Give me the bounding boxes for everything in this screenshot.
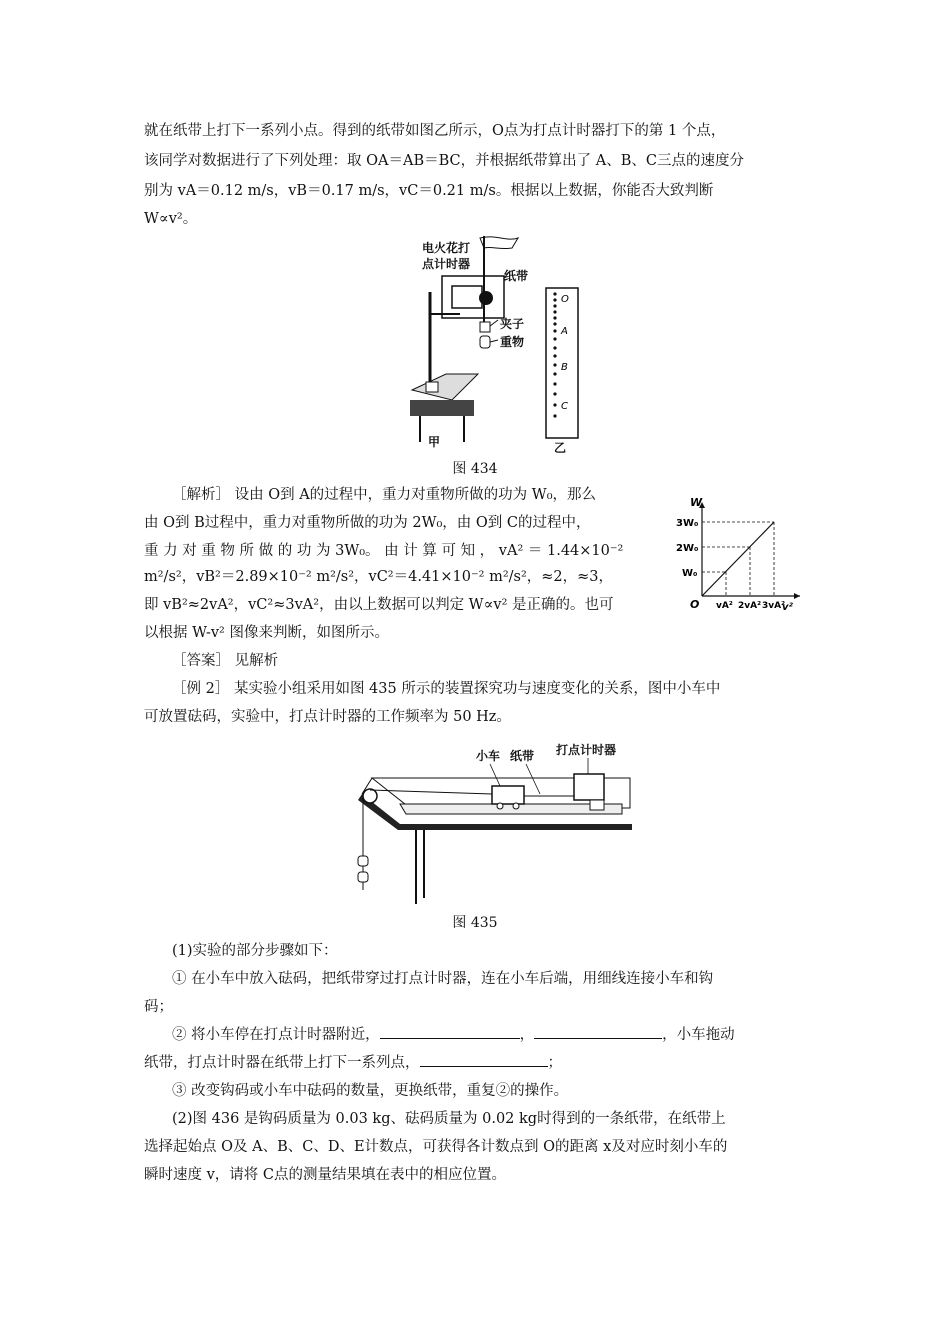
- analysis-line-5: 即 vB²≈2vA²，vC²≈3vA²，由以上数据可以判定 W∝v² 是正确的。也可: [144, 597, 614, 613]
- example2-line-1: ［例 2］ 某实验小组采用如图 435 所示的装置探究功与速度变化的关系，图中小车中: [172, 681, 721, 697]
- label-weight: 重物: [500, 335, 525, 349]
- graph-xtick-2: 2vA²: [738, 601, 762, 611]
- q1-step2-a-pre: ② 将小车停在打点计时器附近，: [172, 1027, 380, 1043]
- answer-blank-1[interactable]: [380, 1024, 520, 1039]
- label-jia: 甲: [428, 435, 441, 449]
- intro-line-1: 就在纸带上打下一系列小点。得到的纸带如图乙所示，O点为打点计时器打下的第 1 个点，: [144, 123, 726, 139]
- cart: [492, 786, 524, 804]
- q1-head: (1)实验的部分步骤如下：: [172, 943, 338, 959]
- answer-line: ［答案］ 见解析: [172, 653, 279, 669]
- q2-line-2: 选择起始点 O及 A、B、C、D、E计数点，可获得各计数点到 O的距离 x及对应时刻小车的: [144, 1139, 728, 1155]
- label-timer-1: 电火花打: [422, 241, 471, 255]
- q1-step1-b: 码；: [144, 999, 173, 1015]
- analysis-line-1: ［解析］ 设由 O到 A的过程中，重力对重物所做的功为 W₀，那么: [172, 487, 597, 503]
- label-yi: 乙: [554, 441, 567, 455]
- intro-line-2: 该同学对数据进行了下列处理：取 OA＝AB＝BC，并根据纸带算出了 A、B、C三点的速度分: [144, 153, 744, 169]
- graph-x-label: v²: [782, 602, 793, 613]
- figure-435-caption: 图 435: [452, 915, 498, 931]
- figure-434: [400, 232, 600, 458]
- label-timer-2: 点计时器: [422, 257, 471, 271]
- analysis-line-6: 以根据 W-v² 图像来判断，如图所示。: [144, 625, 389, 641]
- graph-origin: O: [690, 598, 700, 611]
- q1-step1-a: ① 在小车中放入砝码，把纸带穿过打点计时器，连在小车后端，用细线连接小车和钩: [172, 971, 714, 987]
- figure-434-caption: 图 434: [452, 461, 498, 477]
- q1-step2-b-pre: 纸带，打点计时器在纸带上打下一系列点，: [144, 1055, 420, 1071]
- w-v2-graph: [676, 494, 806, 614]
- graph-ytick-3: 3W₀: [676, 518, 699, 529]
- graph-y-label: W: [690, 496, 703, 509]
- graph-xtick-3: 3vA²: [762, 601, 786, 611]
- q2-line-1: (2)图 436 是钩码质量为 0.03 kg、砝码质量为 0.02 kg时得到的一条纸带，在纸带上: [172, 1111, 726, 1127]
- answer-blank-3[interactable]: [420, 1052, 548, 1067]
- figure-435: [340, 738, 640, 910]
- graph-ytick-2: 2W₀: [676, 543, 699, 554]
- q1-step2-b-post: ；: [547, 1055, 562, 1071]
- answer-blank-2[interactable]: [534, 1024, 662, 1039]
- example2-line-2: 可放置砝码，实验中，打点计时器的工作频率为 50 Hz。: [144, 709, 511, 725]
- q1-step2-a-post: ，小车拖动: [662, 1027, 735, 1043]
- graph-xtick-1: vA²: [716, 601, 733, 611]
- q1-step3: ③ 改变钩码或小车中砝码的数量，更换纸带，重复②的操作。: [172, 1083, 569, 1099]
- label-clip: 夹子: [500, 317, 525, 331]
- timer: [574, 774, 604, 800]
- analysis-line-2: 由 O到 B过程中，重力对重物所做的功为 2W₀，由 O到 C的过程中，: [144, 515, 591, 531]
- label-cart: 小车: [476, 749, 501, 763]
- tape-point-o: O: [561, 294, 569, 305]
- label-tape-435: 纸带: [510, 749, 535, 763]
- tape-point-c: C: [561, 401, 568, 412]
- label-timer-435: 打点计时器: [556, 743, 617, 757]
- q1-step2-a: [172, 1024, 735, 1046]
- q1-step2-b: [144, 1052, 562, 1074]
- q1-step2-a-mid: ，: [519, 1027, 535, 1043]
- label-tape: 纸带: [504, 269, 529, 283]
- tape-point-a: A: [561, 326, 568, 337]
- intro-line-4: W∝v²。: [144, 211, 198, 227]
- graph-ytick-1: W₀: [682, 568, 698, 579]
- analysis-line-3: 重 力 对 重 物 所 做 的 功 为 3W₀。 由 计 算 可 知 ， vA² ＝ 1.44×10⁻²: [144, 543, 624, 559]
- analysis-line-4: m²/s²，vB²＝2.89×10⁻² m²/s²，vC²＝4.41×10⁻² m²/s²，≈2，≈3，: [144, 569, 614, 585]
- q2-line-3: 瞬时速度 v，请将 C点的测量结果填在表中的相应位置。: [144, 1167, 507, 1183]
- tape-point-b: B: [561, 362, 568, 373]
- intro-line-3: 别为 vA＝0.12 m/s，vB＝0.17 m/s，vC＝0.21 m/s。根据以上数据，你能否大致判断: [144, 183, 714, 199]
